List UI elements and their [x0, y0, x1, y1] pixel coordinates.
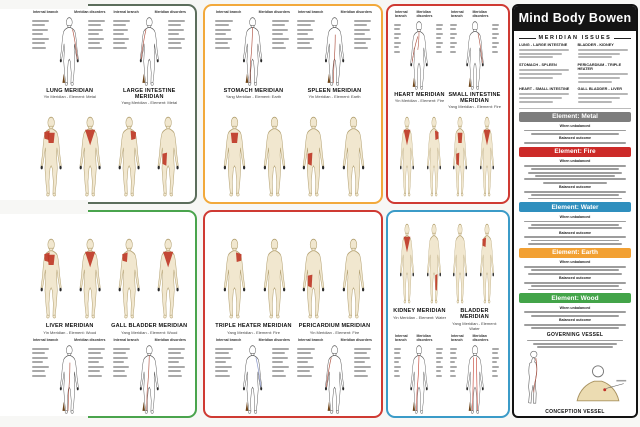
meridian-body-figure [318, 14, 351, 86]
panel-triple-heater-pericardium [203, 210, 383, 418]
internal-branch-header: Internal branch [451, 334, 464, 342]
element-subhead: When unbalanced [559, 124, 591, 129]
meridian-title: SMALL INTESTINE MERIDIAN [448, 91, 501, 104]
element-label: Element: Metal [552, 113, 598, 121]
meridian-figure-group [448, 9, 502, 90]
governing-vessel-section [519, 332, 631, 406]
muscle-figure [422, 220, 446, 304]
issue-pair-label: LUNG - LARGE INTESTINE [519, 43, 568, 47]
meridian-subtitle: Yang Meridian - Element: Metal [121, 100, 178, 105]
meridian-subtitle: Yin Meridian - Element: Fire [309, 329, 360, 335]
governing-vessel-figures [519, 350, 631, 406]
figure-labels [392, 18, 404, 55]
figure-labels [352, 14, 375, 51]
figure-labels [448, 342, 460, 379]
element-subhead: Balanced outcome [559, 136, 591, 141]
muscle-figure [448, 220, 472, 304]
issue-pair-label: HEART - SMALL INTESTINE [519, 87, 570, 92]
figure-labels [30, 342, 53, 379]
meridian-body-figure [133, 14, 166, 86]
meridian-body-figure [460, 18, 490, 90]
element-subhead: When unbalanced [559, 214, 591, 219]
meridian-title: STOMACH MERIDIAN [223, 87, 284, 94]
muscle-figures-row [30, 107, 189, 201]
figure-labels [434, 342, 446, 379]
internal-branch-header: Internal branch [298, 10, 324, 14]
muscle-figures-row [213, 101, 375, 201]
meridian-figure-group [295, 337, 375, 414]
muscle-figures-row [392, 214, 502, 307]
muscle-figures-row [30, 214, 189, 322]
internal-branch-header: Internal branch [395, 334, 408, 342]
figure-labels [166, 342, 189, 379]
figure-labels [392, 342, 404, 379]
meridian-body-figure [404, 18, 434, 90]
meridian-title: BLADDER MERIDIAN [460, 308, 489, 320]
internal-branch-header: Internal branch [298, 338, 324, 342]
figure-column-headers [448, 10, 502, 18]
figure-labels [111, 342, 134, 379]
sidebar-body [514, 31, 636, 418]
muscle-figures-row [392, 111, 502, 201]
meridian-disorders-header: Meridian disorders [340, 10, 372, 14]
figure-labels [295, 14, 318, 51]
meridian-disorders-header: Meridian disorders [340, 338, 372, 342]
figure-labels [295, 342, 318, 379]
meridian-disorders-header: Meridian disorders [416, 334, 433, 342]
conception-vessel-text [525, 416, 626, 418]
meridian-subtitle: Yin Meridian - Element: Metal [43, 94, 96, 99]
muscle-figures-row [213, 214, 375, 322]
figure-column-headers [392, 10, 446, 18]
meridian-title: SPLEEN MERIDIAN [307, 87, 362, 94]
internal-branch-header: Internal branch [216, 10, 242, 14]
meridian-title: PERICARDIUM MERIDIAN [298, 323, 371, 329]
muscle-figure [72, 235, 108, 319]
meridian-subtitle: Yang Meridian - Element: Fire [227, 329, 280, 335]
issue-pair-label: GALL BLADDER - LIVER [577, 87, 622, 92]
figure-labels [434, 18, 446, 55]
figure-labels [86, 342, 109, 379]
muscle-figure [216, 113, 253, 197]
crop-overlay [0, 416, 88, 427]
element-header-0 [519, 112, 631, 122]
meridian-figure-group [448, 333, 502, 414]
figure-labels [270, 14, 293, 51]
meridian-title: HEART MERIDIAN [394, 91, 445, 98]
meridian-subtitle: Yang Meridian - Element: Wood [121, 329, 178, 335]
meridian-title-block [213, 88, 294, 100]
muscle-figure [475, 220, 499, 304]
panel-stomach-spleen [203, 4, 383, 204]
panel-liver-gall-bladder [0, 210, 197, 418]
meridian-figure-group [213, 337, 293, 414]
figure-labels [352, 342, 375, 379]
meridian-title-block [30, 88, 110, 106]
element-header-1 [519, 147, 631, 157]
meridian-title: GALL BLADDER MERIDIAN [111, 323, 188, 329]
element-subhead: When unbalanced [559, 305, 591, 310]
meridian-disorders-header: Meridian disorders [154, 10, 186, 14]
meridian-title-block [213, 323, 294, 335]
element-header-2 [519, 202, 631, 212]
meridian-titles [213, 323, 375, 335]
muscle-figure [216, 235, 253, 319]
meridian-figure-group [111, 337, 190, 414]
meridian-titles [213, 88, 375, 100]
muscle-figure [395, 113, 419, 197]
figure-labels [270, 342, 293, 379]
meridian-disorders-header: Meridian disorders [74, 338, 106, 342]
side-profile-figure [521, 350, 545, 406]
meridian-issue-pair [519, 87, 573, 104]
governing-vessel-text [525, 340, 626, 349]
figure-labels [213, 342, 236, 379]
meridian-title-block [110, 88, 190, 106]
muscle-figure [72, 113, 108, 197]
element-body [519, 157, 631, 200]
meridian-title: TRIPLE HEATER MERIDIAN [215, 323, 292, 329]
muscle-figure [295, 113, 332, 197]
muscle-figure [150, 235, 186, 319]
meridian-figure-group [392, 9, 446, 90]
meridian-title-block [294, 323, 375, 335]
meridian-figure-group [392, 333, 446, 414]
figure-column-headers [392, 334, 446, 342]
element-subhead: When unbalanced [559, 260, 591, 265]
muscle-figure [335, 235, 372, 319]
meridian-body-figure [318, 342, 351, 414]
divider [614, 38, 631, 39]
element-label: Element: Fire [554, 148, 596, 156]
muscle-figure [33, 235, 69, 319]
element-header-3 [519, 248, 631, 258]
meridian-issue-pair [519, 43, 573, 60]
element-subhead: Balanced outcome [559, 230, 591, 235]
figure-labels [448, 18, 460, 55]
muscle-figure [33, 113, 69, 197]
meridian-title: LARGE INTESTINE MERIDIAN [122, 87, 176, 100]
muscle-figure [256, 235, 293, 319]
meridian-titles [30, 323, 189, 335]
meridian-figure-group [213, 9, 293, 86]
meridian-issues-grid [519, 43, 631, 109]
conception-vessel-title: CONCEPTION VESSEL [545, 408, 605, 415]
crop-overlay [0, 200, 88, 214]
conception-vessel-section [519, 409, 631, 418]
meridian-issue-pair [578, 63, 632, 84]
element-body [519, 303, 631, 329]
meridian-issue-pair [578, 43, 632, 60]
meridian-title-block [447, 92, 502, 110]
issue-pair-label: PERICARDIUM - TRIPLE HEATER [577, 63, 622, 72]
meridian-disorders-header: Meridian disorders [472, 334, 489, 342]
meridian-disorders-header: Meridian disorders [74, 10, 106, 14]
governing-vessel-title: GOVERNING VESSEL [546, 331, 604, 338]
panel-kidney-bladder [386, 210, 510, 418]
internal-branch-header: Internal branch [33, 10, 59, 14]
meridian-disorders-header: Meridian disorders [154, 338, 186, 342]
meridian-disorders-header: Meridian disorders [472, 10, 489, 18]
meridian-title-block [110, 323, 190, 335]
muscle-figure [475, 113, 499, 197]
element-label: Element: Water [551, 203, 599, 211]
internal-branch-header: Internal branch [216, 338, 242, 342]
element-body [519, 122, 631, 144]
panel-lung-large-intestine [0, 4, 197, 204]
figure-labels [213, 14, 236, 51]
meridian-subtitle: Yang Meridian - Element: Water [452, 320, 497, 331]
internal-branch-header: Internal branch [395, 10, 408, 18]
figure-labels [490, 342, 502, 379]
muscle-figure [150, 113, 186, 197]
meridian-body-figure [236, 342, 269, 414]
meridian-body-figure [236, 14, 269, 86]
meridian-title-block [294, 88, 375, 100]
meridian-figure-group [111, 9, 190, 86]
meridian-titles [30, 88, 189, 106]
figure-labels [30, 14, 53, 51]
element-body [519, 258, 631, 290]
meridian-title-block [392, 308, 447, 331]
meridian-body-figure [53, 14, 86, 86]
element-subhead: Balanced outcome [559, 276, 591, 281]
meridian-body-figure [53, 342, 86, 414]
element-label: Element: Earth [552, 249, 598, 257]
meridian-subtitle: Yin Meridian - Element: Fire [394, 98, 445, 103]
element-subhead: Balanced outcome [559, 318, 591, 323]
meridian-title: LIVER MERIDIAN [45, 323, 94, 329]
meridian-body-figure [460, 342, 490, 414]
meridian-disorders-header: Meridian disorders [416, 10, 433, 18]
meridian-subtitle: Yin Meridian - Element: Earth [308, 94, 361, 99]
internal-branch-header: Internal branch [33, 338, 59, 342]
muscle-figure [111, 235, 147, 319]
figure-labels [111, 14, 134, 51]
element-label: Element: Wood [551, 294, 599, 302]
info-sidebar [512, 4, 638, 418]
muscle-figure [448, 113, 472, 197]
poster-title: Mind Body Bowen [514, 6, 636, 31]
meridian-issue-pair [519, 63, 573, 84]
figure-labels [490, 18, 502, 55]
divider [519, 38, 536, 39]
meridian-title: LUNG MERIDIAN [46, 87, 94, 94]
figure-labels [166, 14, 189, 51]
meridian-figure-group [30, 9, 109, 86]
meridian-title: KIDNEY MERIDIAN [393, 308, 446, 314]
element-header-4 [519, 293, 631, 303]
internal-branch-header: Internal branch [113, 338, 139, 342]
element-sections [519, 112, 631, 329]
muscle-figure [335, 113, 372, 197]
meridian-subtitle: Yin Meridian - Element: Wood [43, 329, 97, 335]
meridian-subtitle: Yang Meridian - Element: Fire [448, 104, 501, 109]
meridian-disorders-header: Meridian disorders [258, 338, 290, 342]
meridian-subtitle: Yang Meridian - Element: Earth [225, 94, 282, 99]
element-subhead: Balanced outcome [559, 185, 591, 190]
meridian-title-block [447, 308, 502, 331]
element-body [519, 212, 631, 244]
crop-overlay [0, 0, 88, 9]
meridian-disorders-header: Meridian disorders [258, 10, 290, 14]
element-subhead: When unbalanced [559, 159, 591, 164]
meridian-figure-group [30, 337, 109, 414]
muscle-figure [256, 113, 293, 197]
issue-pair-label: BLADDER - KIDNEY [577, 43, 614, 47]
meridian-titles [392, 92, 502, 110]
muscle-figure [422, 113, 446, 197]
muscle-figure [295, 235, 332, 319]
upper-torso-figure [567, 364, 629, 402]
meridian-body-figure [133, 342, 166, 414]
issue-pair-label: STOMACH - SPLEEN [519, 63, 557, 68]
meridian-subtitle: Yin Meridian - Element: Water [392, 314, 447, 320]
muscle-figure [395, 220, 419, 304]
figure-labels [86, 14, 109, 51]
meridian-title-block [30, 323, 110, 335]
figure-column-headers [448, 334, 502, 342]
meridian-figure-group [295, 9, 375, 86]
panel-heart-small-intestine [386, 4, 510, 204]
meridian-title-block [392, 92, 447, 110]
internal-branch-header: Internal branch [451, 10, 464, 18]
meridian-issue-pair [578, 87, 632, 104]
muscle-figure [111, 113, 147, 197]
meridian-titles [392, 308, 502, 331]
internal-branch-header: Internal branch [113, 10, 139, 14]
meridian-issues-heading-row [519, 35, 631, 41]
meridian-body-figure [404, 342, 434, 414]
meridian-issues-heading: MERIDIAN ISSUES [538, 35, 612, 41]
